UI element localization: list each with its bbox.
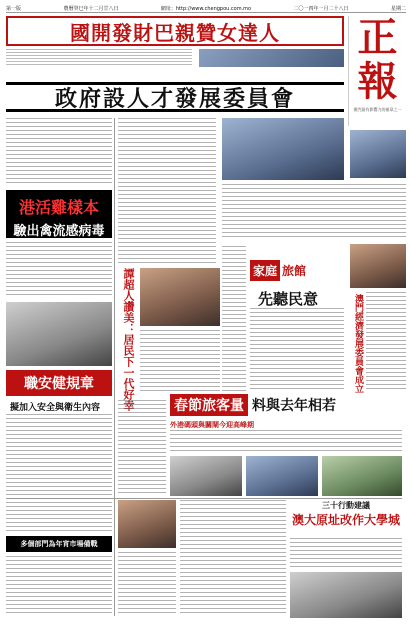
press-photo	[6, 302, 112, 366]
market-headline: 多個部門為年宵市場備戰	[20, 540, 98, 548]
newspaper-logo	[348, 16, 406, 126]
page-info-bar	[6, 4, 406, 13]
official-photo	[350, 130, 406, 178]
family-hotel-headline	[250, 252, 350, 288]
hk-poultry-headline-box	[6, 190, 112, 238]
article-text	[222, 184, 406, 240]
osh-subheadline: 擬加入安全與衛生內容	[10, 403, 101, 413]
campus-photo	[290, 572, 402, 618]
portrait-photo	[350, 244, 406, 288]
vertical-side-headline: 澳門經濟發展委員會成立	[353, 294, 363, 393]
article-text	[6, 242, 112, 298]
main-headline: 政府設人才發展委員會	[54, 85, 295, 112]
top-story	[6, 16, 344, 68]
article-text	[366, 292, 406, 390]
article-text	[6, 118, 112, 186]
spring-headline-red: 春節旅客量	[170, 394, 248, 416]
ferry-photo	[322, 456, 402, 496]
hk-title-line2: 驗出禽流感病毒	[13, 224, 105, 239]
site-url: 網址：http://www.chengpou.com.mo	[160, 5, 252, 12]
article-text	[118, 552, 176, 616]
hk-title-line1: 港活雞樣本	[18, 198, 99, 217]
lunar-date: 農曆癸巳年十二月廿八日	[63, 5, 119, 12]
event-photo	[118, 500, 176, 548]
logo-subtitle: 澳門最有影響力的報章之一	[353, 107, 402, 112]
terminal-photo	[246, 456, 318, 496]
article-text	[250, 308, 344, 390]
article-text	[222, 246, 246, 392]
university-title: 澳大原址改作大學城	[291, 513, 400, 527]
weekday: 星期二	[390, 5, 406, 12]
osh-headline-box	[6, 370, 112, 396]
spring-subheadline: 外港碼頭與關閘今迎高峰期	[170, 421, 254, 429]
vertical-headline: 譚超人讚美：居民下一代好幸	[122, 268, 135, 411]
crowd-photo	[170, 456, 242, 496]
market-headline-box	[6, 536, 112, 552]
bus-photo	[199, 49, 344, 67]
article-text	[118, 118, 216, 264]
article-text	[140, 330, 220, 392]
meeting-photo	[222, 118, 344, 180]
article-text	[118, 400, 166, 496]
top-story-strip	[6, 49, 344, 67]
article-text	[180, 500, 286, 616]
main-headline-bar	[6, 82, 344, 112]
spring-festival-headline	[170, 394, 402, 416]
speaker-photo	[140, 268, 220, 326]
divider	[6, 498, 402, 499]
top-story-headline: 國開發財巴親贊女達人	[70, 20, 280, 45]
university-headline	[290, 500, 402, 536]
article-text	[6, 414, 112, 532]
osh-headline: 職安健規章	[24, 376, 94, 392]
divider	[114, 118, 115, 616]
issue-date: 二〇一四年一月二十八日	[293, 5, 349, 12]
spring-headline-black: 料與去年相若	[252, 398, 336, 414]
article-text	[170, 430, 402, 452]
family-badge: 家庭	[250, 260, 280, 281]
family-hotel-subheadline: 先聽民意	[258, 290, 319, 308]
article-text	[290, 538, 402, 568]
logo-title: 正報	[357, 14, 398, 105]
article-text	[6, 556, 112, 616]
university-kicker: 三十行動建議	[322, 501, 370, 510]
top-story-box	[6, 16, 344, 46]
page-number: 第一版	[6, 5, 22, 12]
top-story-text	[6, 49, 192, 67]
family-word: 旅館	[282, 263, 307, 278]
